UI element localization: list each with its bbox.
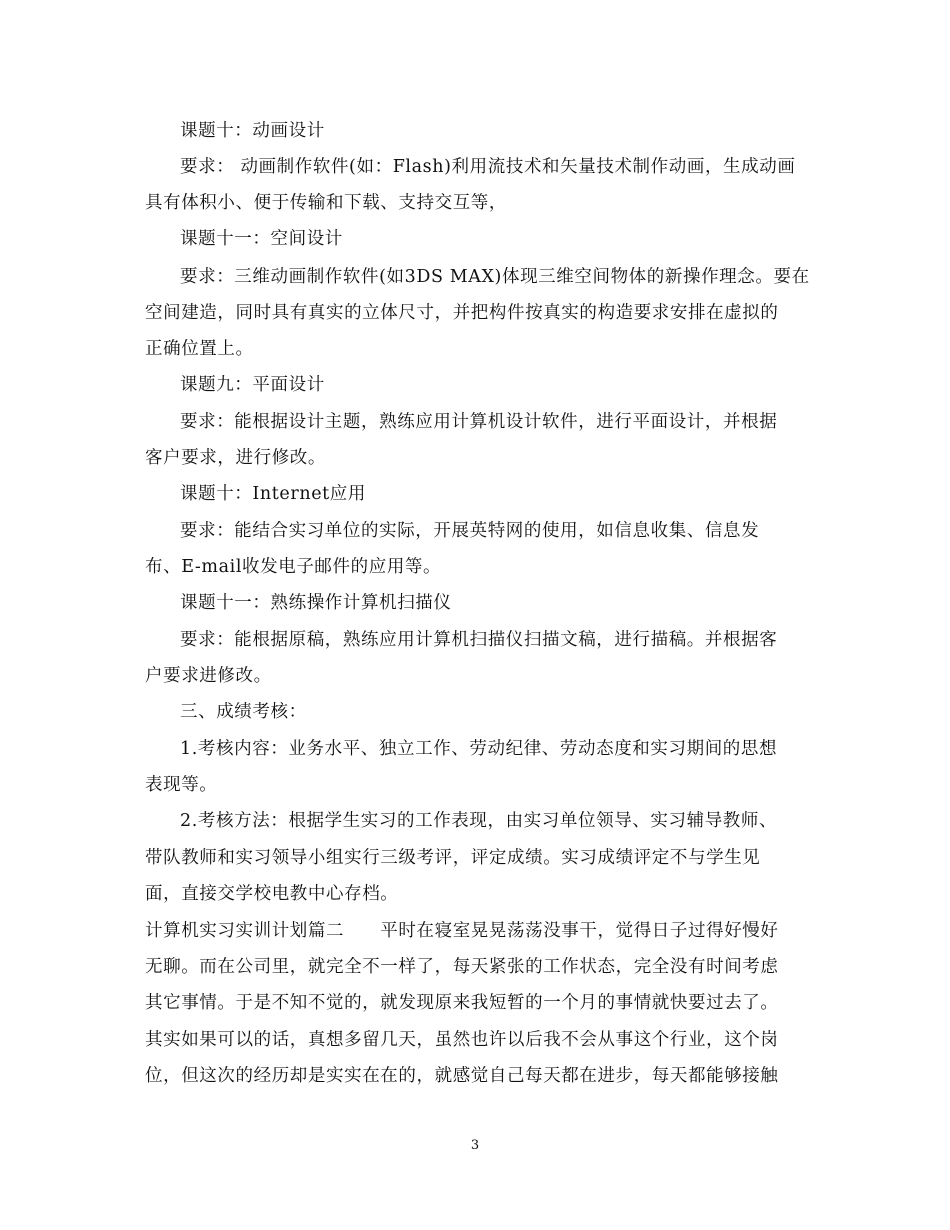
paragraph-line: 其实如果可以的话，真想多留几天，虽然也许以后我不会从事这个行业，这个岗 <box>145 1030 779 1050</box>
section-heading-space: 课题十一：空间设计 <box>180 229 343 249</box>
section-heading-assessment: 三、成绩考核： <box>180 702 307 722</box>
paragraph-line: 客户要求，进行修改。 <box>145 448 326 468</box>
paragraph-line: 表现等。 <box>145 775 218 795</box>
paragraph-line: 要求：三维动画制作软件(如3DS MAX)体现三维空间物体的新操作理念。要在 <box>180 267 810 287</box>
paragraph-line: 无聊。而在公司里，就完全不一样了，每天紧张的工作状态，完全没有时间考虑 <box>145 957 779 977</box>
section-heading-scanner: 课题十一：熟练操作计算机扫描仪 <box>180 593 452 613</box>
paragraph-line: 空间建造，同时具有真实的立体尺寸，并把构件按真实的构造要求安排在虚拟的 <box>145 303 779 323</box>
paragraph-line: 1.考核内容：业务水平、独立工作、劳动纪律、劳动态度和实习期间的思想 <box>180 739 778 759</box>
section-heading-animation: 课题十：动画设计 <box>180 121 325 141</box>
paragraph-line: 带队教师和实习领导小组实行三级考评，评定成绩。实习成绩评定不与学生见 <box>145 848 761 868</box>
paragraph-line: 其它事情。于是不知不觉的，就发现原来我短暂的一个月的事情就快要过去了。 <box>145 993 779 1013</box>
page-number: 3 <box>470 1138 480 1153</box>
paragraph-line: 要求：能根据原稿，熟练应用计算机扫描仪扫描文稿，进行描稿。并根据客 <box>180 630 778 650</box>
paragraph-line: 要求： 动画制作软件(如：Flash)利用流技术和矢量技术制作动画，生成动画 <box>180 157 796 177</box>
paragraph-line: 具有体积小、便于传输和下载、支持交互等， <box>145 193 507 213</box>
paragraph-line: 2.考核方法：根据学生实习的工作表现，由实习单位领导、实习辅导教师、 <box>180 811 778 831</box>
paragraph-line: 位，但这次的经历却是实实在在的，就感觉自己每天都在进步，每天都能够接触 <box>145 1066 779 1086</box>
paragraph-line: 户要求进修改。 <box>145 666 272 686</box>
article-heading-line: 计算机实习实训计划篇二 平时在寝室晃晃荡荡没事干，觉得日子过得好慢好 <box>145 921 779 941</box>
paragraph-line: 要求：能结合实习单位的实际，开展英特网的使用，如信息收集、信息发 <box>180 521 760 541</box>
section-heading-internet: 课题十：Internet应用 <box>180 484 366 504</box>
paragraph-line: 要求：能根据设计主题，熟练应用计算机设计软件，进行平面设计，并根据 <box>180 412 778 432</box>
paragraph-line: 正确位置上。 <box>145 339 254 359</box>
paragraph-line: 布、E-mail收发电子邮件的应用等。 <box>145 557 442 577</box>
section-heading-graphic: 课题九：平面设计 <box>180 375 325 395</box>
paragraph-line: 面，直接交学校电教中心存档。 <box>145 884 399 904</box>
